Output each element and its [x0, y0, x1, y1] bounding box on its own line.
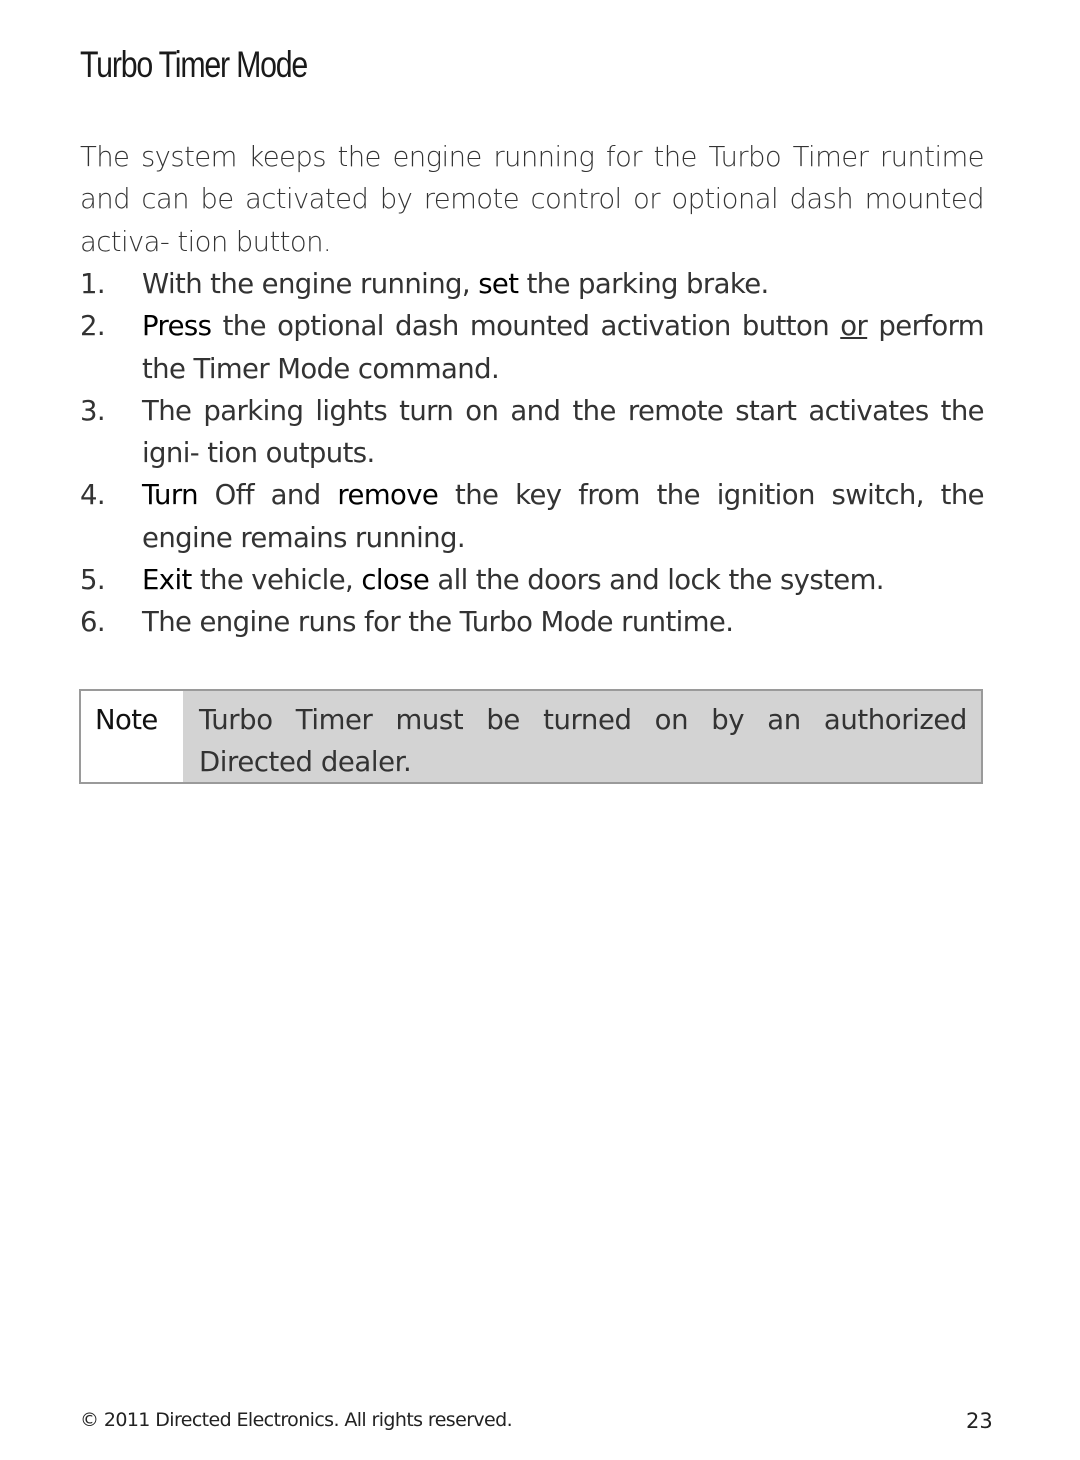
- step-text-segment: all the doors and lock the system.: [429, 564, 884, 597]
- step-keyword: Turn: [142, 479, 198, 512]
- step-keyword: set: [478, 268, 519, 300]
- step-number: 6.: [80, 606, 106, 639]
- note-text: Turbo Timer must be turned on by an authorized Directed dealer.: [183, 691, 981, 782]
- step-text: [142, 606, 733, 638]
- step-keyword: Exit: [142, 564, 192, 597]
- step-number: 4.: [80, 479, 106, 512]
- page-number: 23: [966, 1409, 993, 1433]
- step-item: [80, 559, 984, 601]
- step-underlined-text: or: [840, 310, 868, 343]
- step-text-segment: perform the Timer Mode command.: [142, 310, 984, 385]
- step-text: [142, 310, 984, 384]
- step-text: [142, 268, 769, 300]
- step-text-segment: The parking lights turn on and the remote start activates the igni- tion outputs.: [142, 394, 984, 470]
- step-text-segment: the key from the ignition switch, the engine remains running.: [142, 479, 985, 554]
- step-item: [80, 263, 984, 305]
- intro-paragraph: The system keeps the engine running for the Turbo Timer runtime and can be activated by remote control or optional dash mounted activa- tion button.: [80, 141, 984, 258]
- note-box: [79, 689, 983, 784]
- step-item: [80, 305, 984, 390]
- step-keyword: Press: [142, 310, 212, 343]
- step-keyword: remove: [337, 479, 439, 512]
- step-item: [80, 601, 984, 643]
- step-text-segment: The engine runs for the Turbo Mode runtime.: [142, 606, 734, 639]
- note-label: Note: [81, 691, 183, 782]
- step-number: 5.: [80, 564, 106, 597]
- step-number: 3.: [80, 394, 106, 427]
- step-number: 2.: [80, 310, 106, 343]
- step-keyword: close: [361, 564, 430, 597]
- step-text-segment: the parking brake.: [518, 268, 769, 300]
- step-text-segment: With the engine running,: [142, 268, 479, 300]
- step-text: [142, 395, 984, 469]
- page-title: Turbo Timer Mode: [80, 44, 308, 85]
- step-text-segment: the optional dash mounted activation button: [211, 310, 841, 343]
- footer-copyright: © 2011 Directed Electronics. All rights reserved.: [80, 1409, 513, 1431]
- steps-list: [80, 263, 984, 644]
- step-number: 1.: [80, 268, 106, 300]
- step-text: [142, 479, 984, 553]
- step-text: [142, 564, 884, 596]
- step-text-segment: Off and: [197, 479, 338, 512]
- step-item: [80, 390, 984, 475]
- step-text-segment: the vehicle,: [191, 564, 362, 597]
- step-item: [80, 474, 984, 559]
